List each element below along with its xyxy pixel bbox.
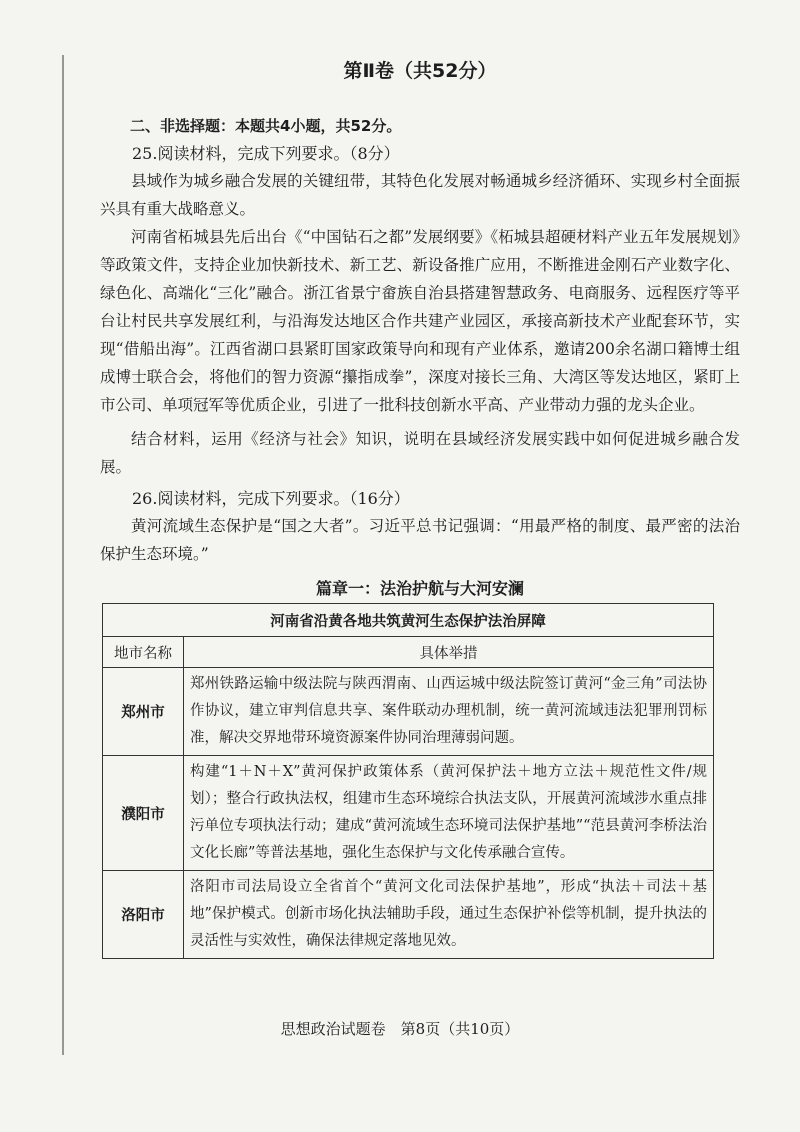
measure-detail: 郑州铁路运输中级法院与陕西渭南、山西运城中级法院签订黄河“金三角”司法协作协议，建立审判信息共享、案件联动办理机制，统一黄河流域违法犯罪刑罚标准，解决交界地带环境资源案件协同治理薄弱问题。: [184, 668, 714, 756]
measure-detail: 洛阳市司法局设立全省首个“黄河文化司法保护基地”，形成“执法＋司法＋基地”保护模式。创新市场化执法辅助手段，通过生态保护补偿等机制，提升执法的灵活性与实效性，确保法律规定落地见效。: [184, 871, 714, 959]
table-header-row: [103, 637, 714, 668]
table-row: [103, 756, 714, 871]
table-row: [103, 668, 714, 756]
table-caption-row: [103, 604, 714, 637]
q25-heading: 25.阅读材料，完成下列要求。（8分）: [132, 144, 400, 163]
q25-paragraph-2: 河南省柘城县先后出台《“中国钻石之都”发展纲要》《柘城县超硬材料产业五年发展规划》等政策文件，支持企业加快新技术、新工艺、新设备推广应用，不断推进金刚石产业数字化、绿色化、高端化“三化”融合。浙江省景宁畲族自治县搭建智慧政务、电商服务、远程医疗等平台让村民共享发展红利，与沿海发达地区合作共建产业园区，承接高新技术产业配套环节，实现“借船出海”。江西省湖口县紧盯国家政策导向和现有产业体系，邀请200余名湖口籍博士组成博士联合会，将他们的智力资源“攥指成拳”，深度对接长三角、大湾区等发达地区，紧盯上市公司、单项冠军等优质企业，引进了一批科技创新水平高、产业带动力强的龙头企业。: [100, 228, 740, 414]
city-name: 洛阳市: [103, 871, 184, 959]
column-header-detail: 具体举措: [184, 637, 714, 668]
section-title: 第Ⅱ卷（共52分）: [343, 60, 497, 82]
city-name: 濮阳市: [103, 756, 184, 871]
table-row: [103, 871, 714, 959]
q25-question: 结合材料，运用《经济与社会》知识，说明在县域经济发展实践中如何促进城乡融合发展。: [100, 430, 740, 476]
measures-table: [102, 603, 714, 959]
q26-paragraph-1: 黄河流域生态保护是“国之大者”。习近平总书记强调：“用最严格的制度、最严密的法治保护生态环境。”: [100, 517, 740, 563]
q25-paragraph-1: 县域作为城乡融合发展的关键纽带，其特色化发展对畅通城乡经济循环、实现乡村全面振兴具有重大战略意义。: [100, 172, 740, 218]
table-caption: 河南省沿黄各地共筑黄河生态保护法治屏障: [103, 604, 714, 637]
city-name: 郑州市: [103, 668, 184, 756]
exam-page: [100, 56, 740, 959]
page-footer: 思想政治试题卷 第8页（共10页）: [280, 1020, 520, 1038]
binding-margin-line: [62, 55, 64, 1055]
part-heading: 二、非选择题：本题共4小题，共52分。: [130, 117, 402, 135]
q26-heading: 26.阅读材料，完成下列要求。（16分）: [132, 489, 410, 508]
chapter-title: 篇章一：法治护航与大河安澜: [315, 579, 524, 598]
measure-detail: 构建“1＋N＋X”黄河保护政策体系（黄河保护法＋地方立法＋规范性文件/规划）；整合行政执法权，组建市生态环境综合执法支队，开展黄河流域涉水重点排污单位专项执法行动；建成“黄河流域生态环境司法保护基地”“范县黄河李桥法治文化长廊”等普法基地，强化生态保护与文化传承融合宣传。: [184, 756, 714, 871]
column-header-city: 地市名称: [103, 637, 184, 668]
